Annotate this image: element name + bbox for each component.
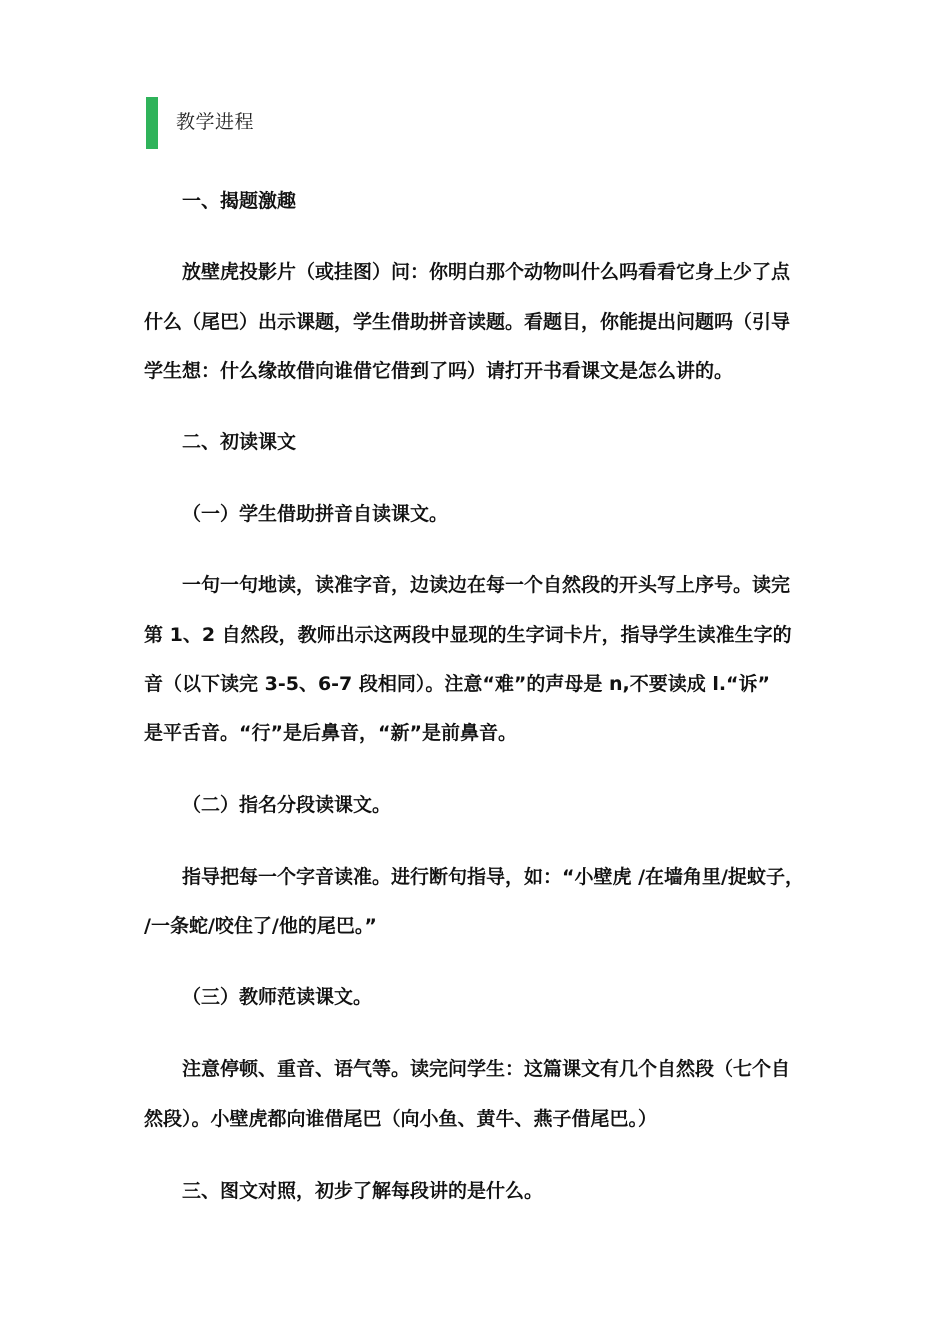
subheading-3: （三）教师范读课文。 [182, 986, 373, 1008]
heading-3: 三、图文对照，初步了解每段讲的是什么。 [182, 1180, 544, 1202]
paragraph-line: 音（以下读完 3-5、6-7 段相同）。注意“难”的声母是 n,不要读成 l.“诉” [144, 673, 771, 695]
paragraph-line: 什么（尾巴）出示课题，学生借助拼音读题。看题目，你能提出问题吗（引导 [144, 311, 791, 333]
paragraph-line: 第 1、2 自然段，教师出示这两段中显现的生字词卡片，指导学生读准生字的 [144, 624, 792, 646]
paragraph-line: 放壁虎投影片（或挂图）问：你明白那个动物叫什么吗看看它身上少了点 [182, 261, 791, 283]
subheading-1: （一）学生借助拼音自读课文。 [182, 503, 449, 525]
paragraph-line: 然段）。小壁虎都向谁借尾巴（向小鱼、黄牛、燕子借尾巴。） [144, 1108, 658, 1130]
section-header [146, 97, 254, 149]
paragraph-line: 注意停顿、重音、语气等。读完问学生：这篇课文有几个自然段（七个自 [182, 1058, 791, 1080]
heading-1: 一、揭题激趣 [182, 190, 297, 212]
paragraph-line: 一句一句地读，读准字音，边读边在每一个自然段的开头写上序号。读完 [182, 574, 791, 596]
subheading-2: （二）指名分段读课文。 [182, 794, 392, 816]
section-title: 教学进程 [176, 111, 255, 133]
paragraph-line: 学生想：什么缘故借向谁借它借到了吗）请打开书看课文是怎么讲的。 [144, 360, 734, 382]
paragraph-line: 指导把每一个字音读准。进行断句指导，如：“小壁虎 /在墙角里/捉蚊子， [182, 866, 804, 888]
section-accent-bar [146, 97, 158, 149]
paragraph-line: 是平舌音。“行”是后鼻音，“新”是前鼻音。 [144, 722, 517, 744]
heading-2: 二、初读课文 [182, 431, 297, 453]
paragraph-line: /一条蛇/咬住了/他的尾巴。” [144, 915, 377, 937]
